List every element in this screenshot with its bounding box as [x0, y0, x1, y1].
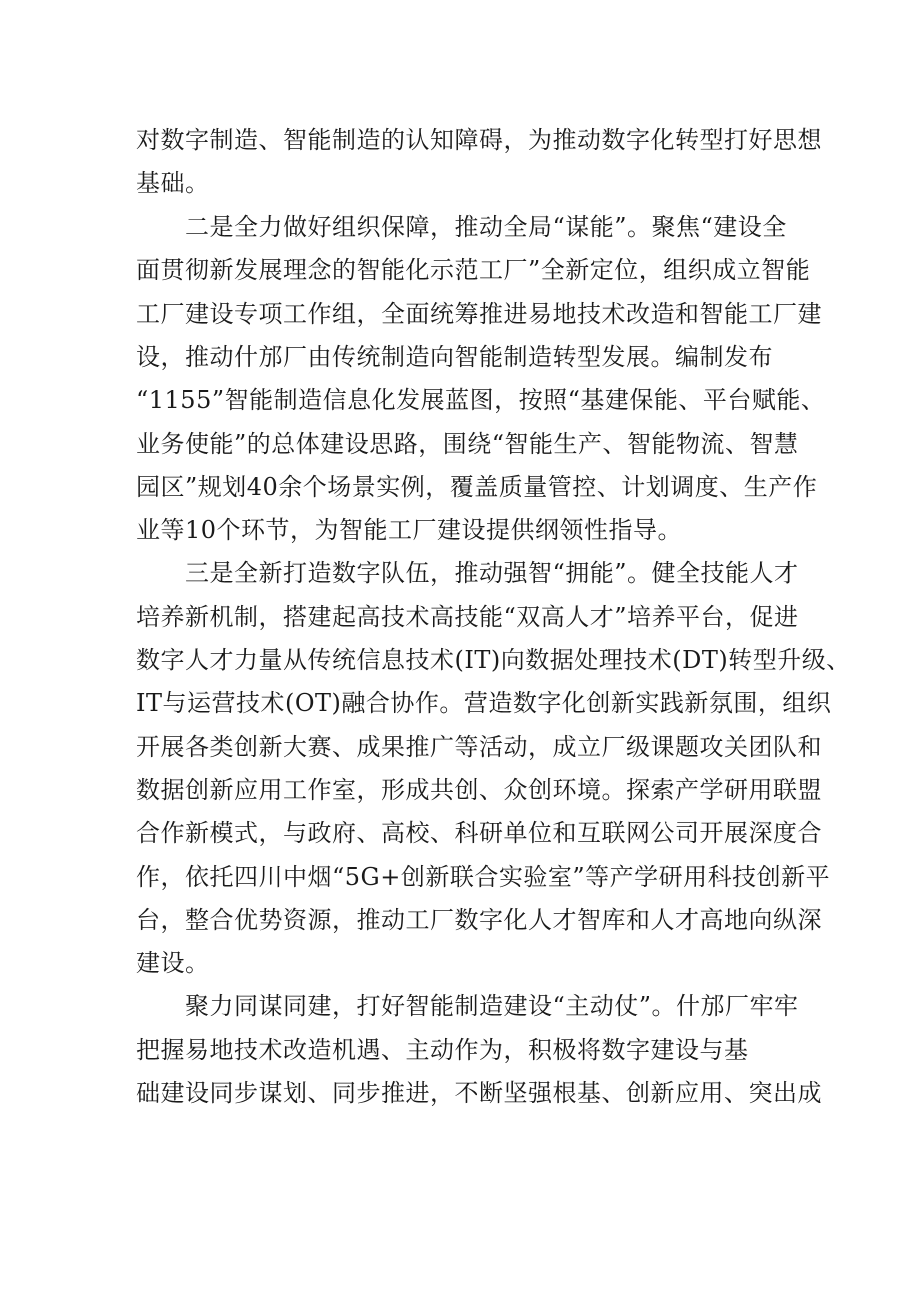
paragraph-start-line: 二是全力做好组织保障，推动全局“谋能”。聚焦“建设全: [185, 213, 787, 241]
text-line: IT与运营技术(OT)融合协作。营造数字化创新实践新氛围，组织: [136, 689, 832, 717]
text-line: 业等10个环节，为智能工厂建设提供纲领性指导。: [136, 516, 683, 544]
text-line: 面贯彻新发展理念的智能化示范工厂”全新定位，组织成立智能: [136, 256, 811, 284]
text-line: 作，依托四川中烟“5G+创新联合实验室”等产学研用科技创新平: [136, 863, 831, 891]
text-line: “1155”智能制造信息化发展蓝图，按照“基建保能、平台赋能、: [136, 386, 826, 414]
text-line: 合作新模式，与政府、高校、科研单位和互联网公司开展深度合: [136, 819, 822, 847]
text-line: 培养新机制，搭建起高技术高技能“双高人才”培养平台，促进: [136, 603, 799, 631]
text-line: 对数字制造、智能制造的认知障碍，为推动数字化转型打好思想: [136, 126, 822, 154]
text-line: 建设。: [136, 949, 210, 977]
text-line: 开展各类创新大赛、成果推广等活动，成立厂级课题攻关团队和: [136, 733, 822, 761]
text-line: 业务使能”的总体建设思路，围绕“智能生产、智能物流、智慧: [136, 430, 799, 458]
text-line: 把握易地技术改造机遇、主动作为，积极将数字建设与基: [136, 1036, 749, 1064]
text-line: 园区”规划40余个场景实例，覆盖质量管控、计划调度、生产作: [136, 473, 818, 501]
text-line: 工厂建设专项工作组，全面统筹推进易地技术改造和智能工厂建: [136, 300, 822, 328]
text-line: 数字人才力量从传统信息技术(IT)向数据处理技术(DT)转型升级、: [136, 646, 851, 674]
text-line: 础建设同步谋划、同步推进，不断坚强根基、创新应用、突出成: [136, 1079, 822, 1107]
text-line: 基础。: [136, 169, 210, 197]
text-line: 台，整合优势资源，推动工厂数字化人才智库和人才高地向纵深: [136, 906, 822, 934]
paragraph-start-line: 三是全新打造数字队伍，推动强智“拥能”。健全技能人才: [185, 559, 799, 587]
paragraph-start-line: 聚力同谋同建，打好智能制造建设“主动仗”。什邡厂牢牢: [185, 992, 799, 1020]
text-line: 数据创新应用工作室，形成共创、众创环境。探索产学研用联盟: [136, 776, 822, 804]
text-line: 设，推动什邡厂由传统制造向智能制造转型发展。编制发布: [136, 343, 773, 371]
